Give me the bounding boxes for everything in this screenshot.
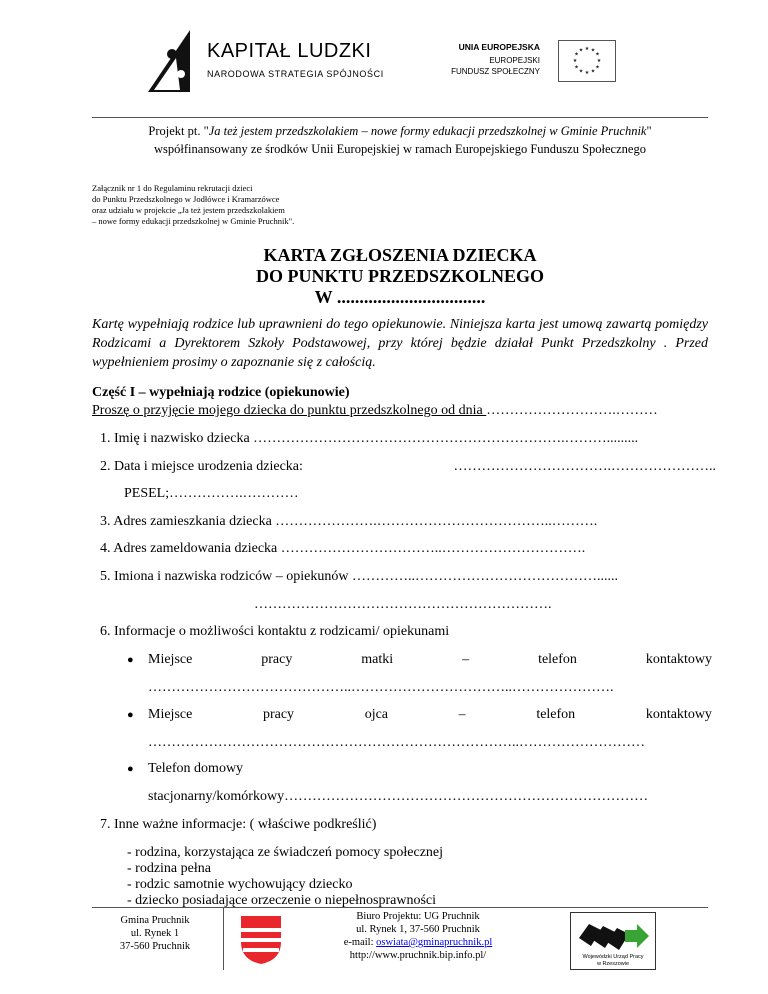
footer-vertical-divider [223, 908, 224, 970]
annex-line: oraz udziału w projekcie „Ja też jestem przedszkolakiem [92, 205, 285, 215]
item-pesel[interactable]: PESEL;…………….………… [124, 486, 299, 501]
footer-divider [92, 907, 708, 908]
bullet-icon: ● [127, 709, 134, 721]
item-child-name[interactable]: 1. Imię i nazwisko dziecka ………………………………………………………….………......... [100, 431, 639, 446]
svg-text:★: ★ [572, 58, 578, 64]
office-title: Biuro Projektu: UG Pruchnik [356, 911, 480, 922]
email-link[interactable]: oswiata@gminapruchnik.pl [376, 937, 493, 948]
other-info-options [127, 845, 443, 909]
item-contact-info: 6. Informacje o możliwości kontaktu z rodzicami/ opiekunami [100, 624, 450, 639]
item-parents-names-cont[interactable]: ………………………………………………………. [254, 597, 552, 612]
item-other-info: 7. Inne ważne informacje: ( właściwe podkreślić) [100, 817, 377, 832]
part1-request: Proszę o przyjęcie mojego dziecka do punktu przedszkolnego od dnia ……………………….……… [92, 403, 658, 418]
item-registered-address[interactable]: 4. Adres zameldowania dziecka ……………………………..…………………………. [100, 541, 586, 556]
option-disability[interactable]: - dziecko posiadające orzeczenie o niepełnosprawności [127, 893, 437, 908]
bullet-icon: ● [127, 654, 134, 666]
annex-line: Załącznik nr 1 do Regulaminu rekrutacji dzieci [92, 183, 253, 193]
svg-text:★: ★ [584, 46, 590, 52]
eu-line-1: EUROPEJSKI [489, 56, 540, 65]
item-residence-address[interactable]: 3. Adres zamieszkania dziecka ………………….………………………………..………. [100, 514, 598, 529]
svg-text:★: ★ [596, 58, 602, 64]
svg-text:★: ★ [590, 47, 596, 54]
annex-line: – nowe formy edukacji przedszkolnej w Gminie Pruchnik". [92, 216, 295, 226]
wup-logo [570, 912, 656, 970]
wup-line-2: w Rzeszowie [596, 960, 630, 967]
office-address: ul. Rynek 1, 37-560 Pruchnik [356, 924, 480, 935]
svg-text:★: ★ [595, 51, 600, 58]
svg-text:★: ★ [590, 68, 596, 75]
coat-of-arms-icon [239, 914, 283, 966]
footer-left-line: Gmina Pruchnik [120, 915, 190, 926]
bullet-icon: ● [127, 763, 134, 775]
svg-text:★: ★ [578, 68, 584, 75]
eu-title: UNIA EUROPEJSKA [458, 42, 540, 52]
request-date-field[interactable]: ……………………….……… [486, 403, 658, 418]
home-phone-field[interactable]: stacjonarny/komórkowy…………………………………………………………………… [148, 789, 649, 804]
option-single-parent[interactable]: - rodzic samotnie wychowujący dziecko [127, 877, 353, 892]
project-cofinanced: współfinansowany ze środków Unii Europejskiej w ramach Europejskiego Funduszu Społecznego [154, 142, 646, 156]
father-work-phone-field[interactable]: ……………………………………………………………………..……………………… [148, 735, 645, 750]
kapital-ludzki-title: KAPITAŁ LUDZKI [207, 40, 372, 62]
project-title: Projekt pt. "Ja też jestem przedszkolakiem – nowe formy edukacji przedszkolnej w Gminie Pruchnik" [148, 124, 652, 138]
svg-text:★: ★ [574, 64, 579, 71]
wup-cards-arrow-icon [575, 916, 651, 954]
svg-text:★: ★ [578, 47, 584, 54]
svg-text:★: ★ [595, 64, 600, 71]
eu-flag-icon [558, 40, 616, 82]
home-phone-label: Telefon domowy [148, 761, 244, 776]
part1-heading: Część I – wypełniają rodzice (opiekunowie) [92, 385, 350, 400]
item-parents-names[interactable]: 5. Imiona i nazwiska rodziców – opiekunów …………..…………………………………...... [100, 569, 618, 584]
footer-left-line: ul. Rynek 1 [130, 928, 180, 939]
option-social-assistance[interactable]: - rodzina, korzystająca ze świadczeń pomocy społecznej [127, 845, 444, 860]
office-email: e-mail: oswiata@gminapruchnik.pl [343, 937, 493, 948]
annex-line: do Punktu Przedszkolnego w Jodłówce i Kramarzówce [92, 194, 280, 204]
mother-work-phone-field[interactable]: ……………………………………..……………………………..…………………. [148, 680, 614, 695]
svg-text:★: ★ [584, 70, 590, 76]
item-birth[interactable]: 2. Data i miejsce urodzenia dziecka: …………………………….………………….. [100, 459, 716, 474]
kapital-ludzki-subtitle: NARODOWA STRATEGIA SPÓJNOŚCI [207, 69, 384, 79]
wup-line-1: Wojewódzki Urząd Pracy [582, 954, 644, 960]
annex-note [92, 183, 294, 227]
svg-text:★: ★ [574, 51, 579, 58]
eu-line-2: FUNDUSZ SPOŁECZNY [451, 67, 540, 76]
office-website[interactable]: http://www.pruchnik.bip.info.pl/ [349, 950, 487, 961]
intro-paragraph: Kartę wypełniają rodzice lub uprawnieni do tego opiekunowie. Niniejsza karta jest umową zawartą pomiędzy Rodzicami a Dyrektorem Szkoły Podstawowej, przy której będzie działał Punkt Przedszkolny . Przed wypełnieniem prosimy o zapoznanie się z całością. [92, 317, 708, 370]
mother-work-phone: Miejsce pracy matki – telefon kontaktowy [148, 652, 712, 667]
kapital-ludzki-logo [148, 30, 190, 92]
form-title-line-2: DO PUNKTU PRZEDSZKOLNEGO [255, 266, 545, 286]
option-full-family[interactable]: - rodzina pełna [127, 861, 211, 876]
header-divider [92, 117, 708, 118]
footer-project-office [318, 910, 518, 962]
form-title-line-1: KARTA ZGŁOSZENIA DZIECKA [263, 245, 537, 265]
footer-left-line: 37-560 Pruchnik [119, 941, 191, 952]
father-work-phone: Miejsce pracy ojca – telefon kontaktowy [148, 707, 712, 722]
form-title-line-3: W ................................. [314, 287, 486, 307]
footer-municipality [92, 914, 218, 953]
